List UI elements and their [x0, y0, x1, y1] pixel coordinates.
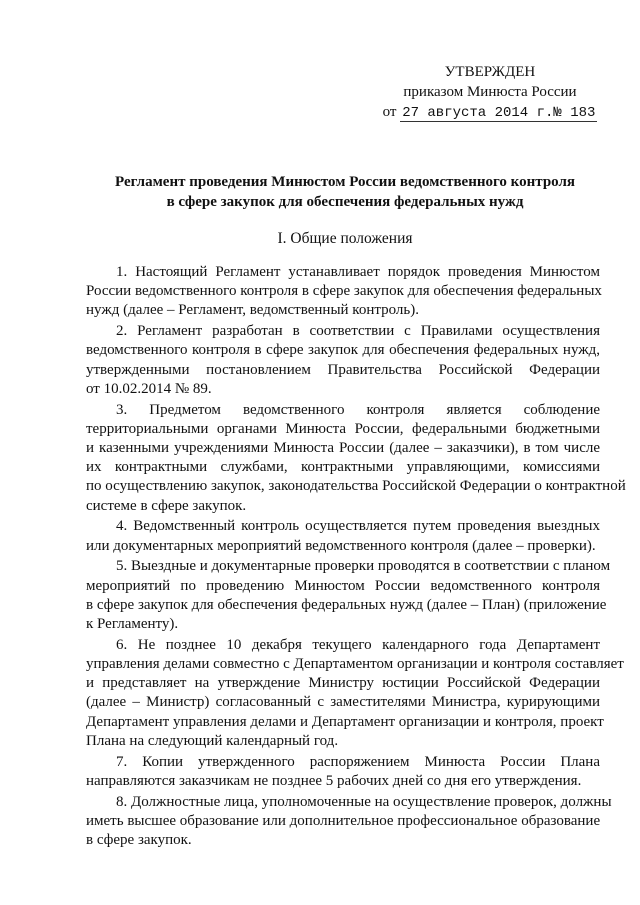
paragraph-3: [86, 401, 626, 516]
text-line: 4. Ведомственный контроль осуществляется путем проведения выездных: [116, 518, 600, 535]
document-title: [60, 172, 630, 212]
text-line: ведомственного контроля в сфере закупок для обеспечения федеральных нужд,: [86, 342, 600, 359]
paragraph-1: [86, 263, 600, 321]
text-line: или документарных мероприятий ведомственного контроля (далее – проверки).: [86, 537, 596, 554]
approval-heading: УТВЕРЖДЕН: [444, 64, 536, 80]
text-line: 1. Настоящий Регламент устанавливает порядок проведения Минюстом: [116, 264, 600, 280]
text-line: территориальными органами Минюста России, федеральными бюджетными: [86, 420, 600, 437]
approval-date-prefix: от: [382, 104, 397, 120]
text-line: и представляет на утверждение Министру юстиции Российской Федерации: [86, 675, 600, 692]
paragraph-2: [86, 322, 600, 399]
section-heading: I. Общие положения: [277, 230, 413, 247]
text-line: 3. Предметом ведомственного контроля является соблюдение: [116, 401, 600, 418]
text-line: системе в сфере закупок.: [86, 497, 247, 514]
document-body: [86, 263, 626, 852]
text-line: 8. Должностные лица, уполномоченные на осуществление проверок, должны: [116, 793, 612, 810]
approval-date-line: [370, 102, 610, 122]
text-line: иметь высшее образование или дополнительное профессиональное образование: [86, 812, 601, 829]
text-line: в сфере закупок.: [86, 832, 192, 849]
text-line: Плана на следующий календарный год.: [86, 732, 339, 749]
approval-date: 27 августа 2014 г.№ 183: [402, 105, 596, 121]
paragraph-5: [86, 557, 611, 634]
paragraph-4: [86, 517, 600, 555]
text-line: от 10.02.2014 № 89.: [86, 380, 212, 397]
paragraph-8: [86, 793, 612, 851]
text-line: (далее – Министр) согласованный с заместителями Министра, курирующими: [86, 694, 600, 711]
text-line: 2. Регламент разработан в соответствии с Правилами осуществления: [116, 323, 600, 340]
text-line: в сфере закупок для обеспечения федеральных нужд (далее – План) (приложение: [86, 596, 607, 613]
title-line-2: в сфере закупок для обеспечения федеральных нужд: [166, 194, 524, 210]
approval-order: приказом Минюста России: [403, 84, 577, 100]
approval-stamp: [370, 62, 610, 122]
text-line: России ведомственного контроля в сфере закупок для обеспечения федеральных: [86, 283, 602, 300]
text-line: нужд (далее – Регламент, ведомственный контроль).: [86, 302, 419, 319]
text-line: управления делами совместно с Департаментом организации и контроля составляет: [86, 656, 624, 673]
text-line: 6. Не позднее 10 декабря текущего календарного года Департамент: [116, 636, 600, 653]
text-line: 7. Копии утвержденного распоряжением Минюста России Плана: [116, 753, 600, 770]
paragraph-7: [86, 753, 600, 791]
text-line: направляются заказчикам не позднее 5 рабочих дней со дня его утверждения.: [86, 772, 582, 789]
text-line: по осуществлению закупок, законодательства Российской Федерации о контрактной: [86, 478, 626, 495]
text-line: к Регламенту).: [86, 616, 179, 633]
text-line: Департамент управления делами и Департамент организации и контроля, проект: [86, 713, 604, 730]
title-line-1: Регламент проведения Минюстом России ведомственного контроля: [115, 174, 575, 190]
text-line: мероприятий по проведению Минюстом России ведомственного контроля: [86, 577, 600, 594]
text-line: 5. Выездные и документарные проверки проводятся в соответствии с планом: [116, 558, 611, 575]
paragraph-6: [86, 636, 624, 751]
text-line: утвержденными постановлением Правительства Российской Федерации: [86, 361, 600, 378]
text-line: их контрактными службами, контрактными управляющими, комиссиями: [86, 459, 600, 476]
text-line: и казенными учреждениями Минюста России (далее – заказчики), в том числе: [86, 440, 600, 457]
